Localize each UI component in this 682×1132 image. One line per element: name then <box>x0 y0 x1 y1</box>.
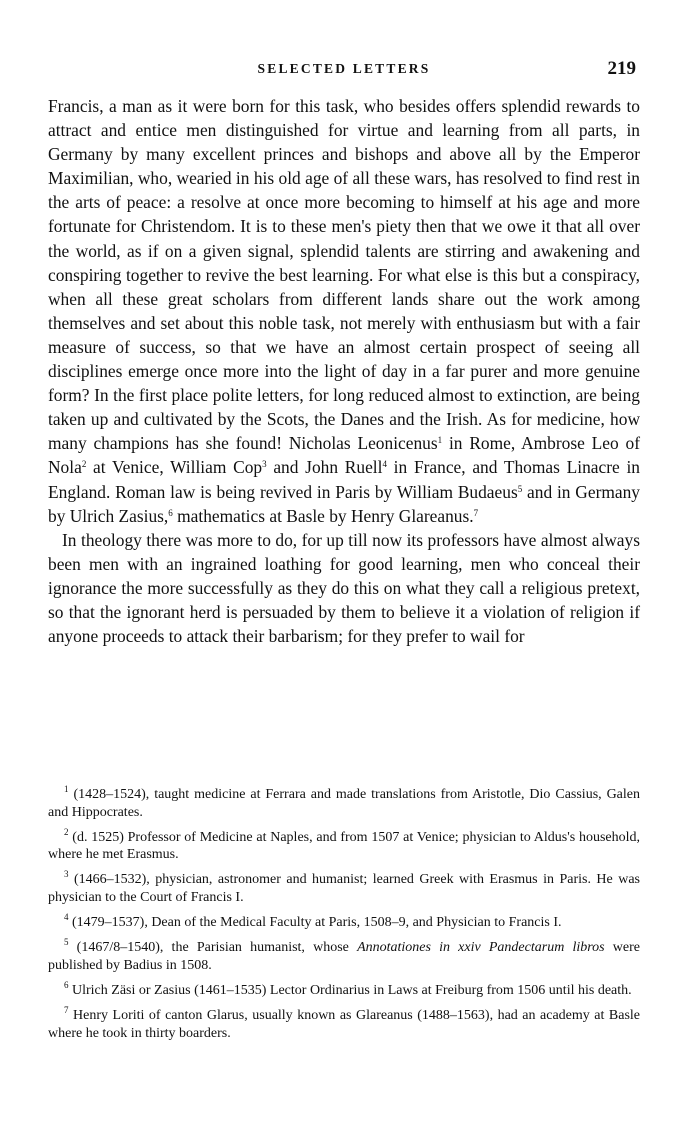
footnote-text: (1428–1524), taught medicine at Ferrara and made translations from Aristotle, Dio Cassius, Galen and Hippocrates. <box>48 787 640 820</box>
text-run: Francis, a man as it were born for this task, who besides offers splendid rewards to attract and entice men distinguished for virtue and learning from all parts, in Germany by many excellent princes and bishops and above all by the Emperor Maximilian, who, wearied in his old age of all these wars, has resolved to find rest in the arts of peace: a resolve at once more becoming to himself at his age and more fortunate for Christendom. It is to these men's piety then that we owe it that all over the world, as if on a given signal, splendid talents are stirring and awakening and conspiring together to revive the best learning. For what else is this but a conspiracy, when all these great scholars from different lands share out the work among themselves and set about this noble task, not merely with enthusiasm but with a fair measure of success, so that we have an almost certain prospect of seeing all disciplines emerge once more into the light of day in a far purer and more genuine form? In the first place polite letters, for long reduced almost to extinction, are being taken up and cultivated by the Scots, the Danes and the Irish. As for medicine, how many champions has she found! Nicholas Leonicenus <box>48 96 640 454</box>
footnote-3 <box>48 871 640 906</box>
text-run: at Venice, William Cop <box>86 457 263 478</box>
footnote-5 <box>48 939 640 974</box>
footnote-ref: 2 <box>81 459 87 470</box>
running-title: SELECTED LETTERS <box>257 61 431 76</box>
body-text <box>48 94 640 648</box>
footnote-mark: 1 <box>64 784 69 794</box>
footnote-1 <box>48 786 640 821</box>
footnotes <box>48 786 640 1050</box>
footnote-mark: 5 <box>64 937 69 948</box>
footnote-6 <box>48 979 640 1000</box>
footnote-text: (1479–1537), Dean of the Medical Faculty at Paris, 1508–9, and Physician to Francis I. <box>72 915 562 931</box>
footnote-ref: 1 <box>437 435 443 446</box>
footnote-4 <box>48 914 640 932</box>
paragraph-2: In theology there was more to do, for up till now its professors have almost always been men with an ingrained loathing for good learning, men who conceal their ignorance the more successfully as they do this on what they call a religious pretext, so that the ignorant herd is persuaded by them to believe it a violation of religion if anyone proceeds to attack their barbarism; for they prefer to wail for <box>48 529 640 647</box>
footnote-text: Ulrich Zäsi or Zasius (1461–1535) Lector Ordinarius in Laws at Freiburg from 1506 until his death. <box>72 982 632 998</box>
footnote-text: were published by Badius in 1508. <box>48 940 641 973</box>
text-run: in France, and Thomas Linacre in England. Roman law is being revived in Paris by William Budaeus <box>48 457 640 502</box>
footnote-text: Henry Loriti of canton Glarus, usually known as Glareanus (1488–1563), had an academy at Basle where he took in thirty boarders. <box>48 1007 641 1041</box>
footnote-mark: 7 <box>64 1004 69 1015</box>
footnote-ref: 6 <box>168 507 173 518</box>
footnote-mark: 4 <box>64 912 69 923</box>
page-number: 219 <box>607 58 636 79</box>
footnote-ref: 4 <box>382 459 387 470</box>
footnote-2 <box>48 826 641 864</box>
footnote-ref: 7 <box>473 507 479 518</box>
footnote-mark: 2 <box>64 826 69 837</box>
text-run: mathematics at Basle by Henry Glareanus. <box>172 505 474 526</box>
text-run: and John Ruell <box>266 457 383 478</box>
footnote-ref: 3 <box>262 459 267 470</box>
text-run: in Rome, Ambrose Leo of Nola <box>48 433 640 478</box>
footnote-text: (d. 1525) Professor of Medicine at Naples, and from 1507 at Venice; physician to Aldus's household, where he met Erasmus. <box>48 829 641 863</box>
footnote-text: (1466–1532), physician, astronomer and humanist; learned Greek with Erasmus in Paris. He was physician to the Court of Francis I. <box>48 872 641 905</box>
footnote-mark: 3 <box>64 869 69 880</box>
running-head <box>48 58 640 82</box>
text-run: and in Germany by Ulrich Zasius, <box>48 481 640 526</box>
footnote-mark: 6 <box>64 979 69 990</box>
footnote-text: (1467/8–1540), the Parisian humanist, whose <box>76 940 358 956</box>
footnote-7 <box>48 1004 641 1042</box>
footnote-ref: 5 <box>517 483 523 494</box>
paragraph-1 <box>48 94 640 528</box>
footnote-italic-title: Annotationes in xxiv Pandectarum libros <box>357 940 605 956</box>
